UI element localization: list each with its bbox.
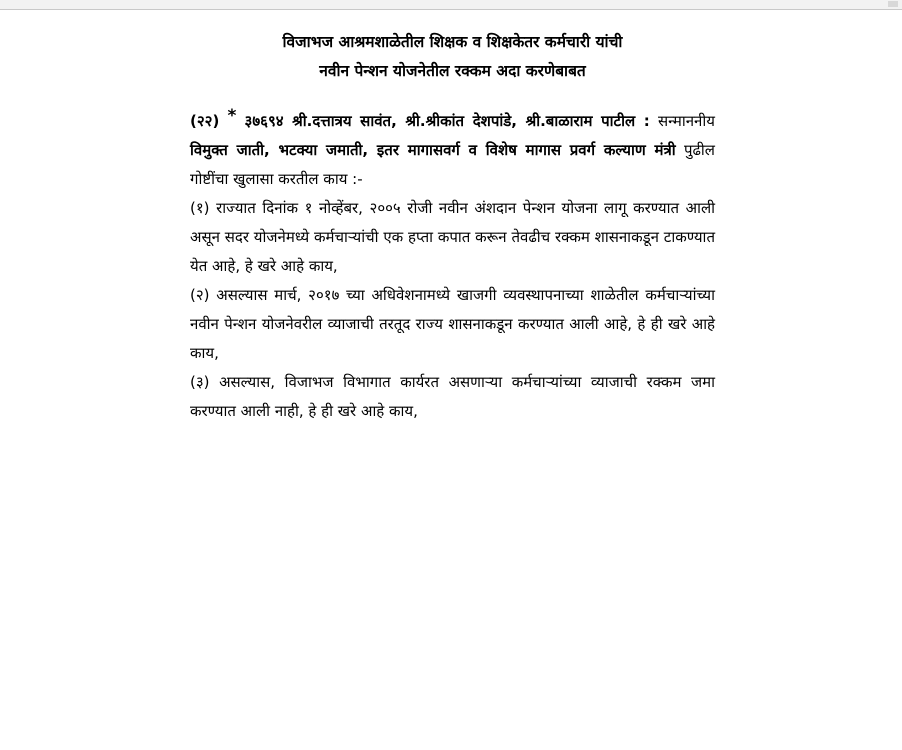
point-2: (२) असल्यास मार्च, २०१७ च्या अधिवेशनामध्ये खाजगी व्यवस्थापनाच्या शाळेतील कर्मचाऱ्यांच्या नवीन पेन्शन योजनेवरील व्याजाची तरतूद राज्य शासनाकडून करण्यात आली आहे, हे ही खरे आहे काय, xyxy=(190,286,715,362)
question-serial: (२२) xyxy=(190,112,220,130)
question-heading xyxy=(190,107,715,194)
question-members: ३७६९४ श्री.दत्तात्रय सावंत, श्री.श्रीकांत देशपांडे, श्री.बाळाराम पाटील : xyxy=(244,112,650,130)
point-1: (१) राज्यात दिनांक १ नोव्हेंबर, २००५ रोजी नवीन अंशदान पेन्शन योजना लागू करण्यात आली असून सदर योजनेमध्ये कर्मचाऱ्यांची एक हप्ता कपात करून तेवढीच रक्कम शासनाकडून टाकण्यात येत आहे, हे खरे आहे काय, xyxy=(190,199,715,275)
minister-title: विमुक्त जाती, भटक्या जमाती, इतर मागासवर्ग व विशेष मागास प्रवर्ग कल्याण मंत्री xyxy=(190,141,676,159)
salutation: सन्माननीय xyxy=(657,112,715,130)
title-line-1: विजाभज आश्रमशाळेतील शिक्षक व शिक्षकेतर कर्मचारी यांची xyxy=(282,33,623,51)
starred-mark: * xyxy=(227,106,237,126)
point-3: (३) असल्यास, विजाभज विभागात कार्यरत असणाऱ्या कर्मचाऱ्यांच्या व्याजाची रक्कम जमा करण्यात आली नाही, हे ही खरे आहे काय, xyxy=(190,373,715,420)
question-ask: पुढील गोष्टींचा खुलासा करतील काय :- xyxy=(190,141,715,188)
corner-indicator xyxy=(888,1,898,7)
document-page xyxy=(190,28,715,426)
title-line-2: नवीन पेन्शन योजनेतील रक्कम अदा करणेबाबत xyxy=(319,62,586,80)
window-top-bar xyxy=(0,0,902,10)
